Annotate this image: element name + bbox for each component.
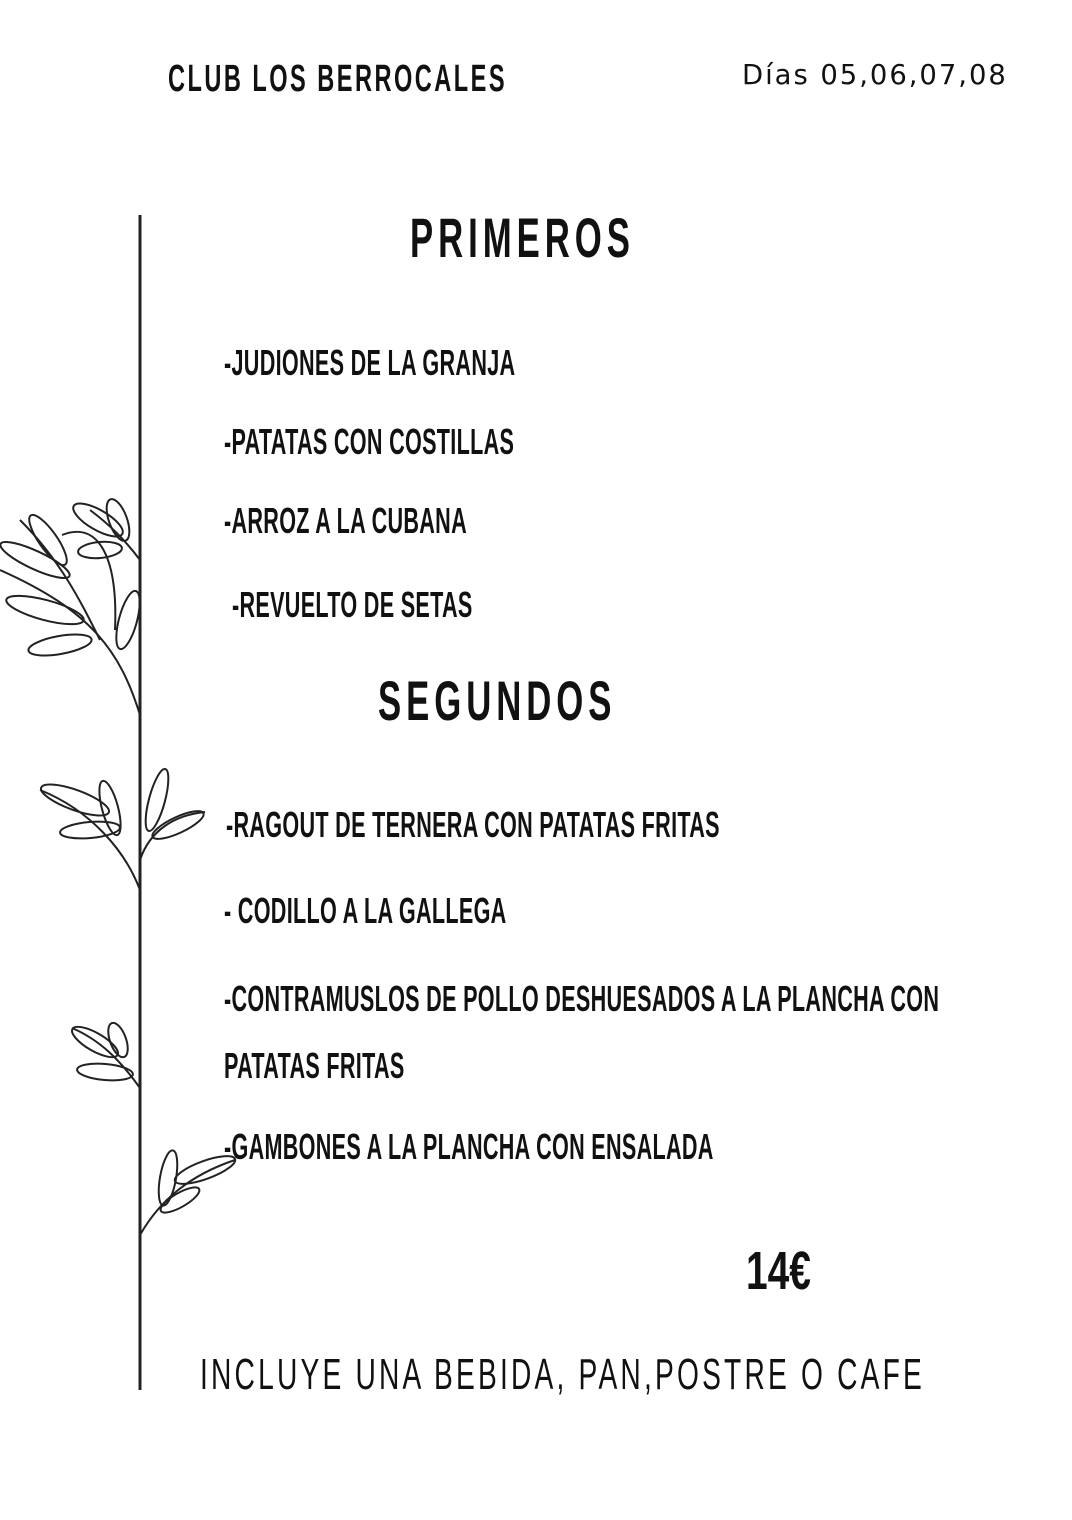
segundos-item-continued: PATATAS FRITAS [224, 1045, 405, 1086]
club-name: CLUB LOS BERROCALES [168, 58, 508, 100]
menu-days: Días 05,06,07,08 [742, 58, 1008, 91]
primeros-item: -JUDIONES DE LA GRANJA [224, 342, 516, 383]
segundos-item: - CODILLO A LA GALLEGA [224, 890, 507, 931]
segundos-title: SEGUNDOS [378, 669, 617, 732]
includes-note: INCLUYE UNA BEBIDA, PAN,POSTRE O CAFE [200, 1350, 926, 1399]
segundos-item: -RAGOUT DE TERNERA CON PATATAS FRITAS [226, 804, 720, 845]
segundos-item: -CONTRAMUSLOS DE POLLO DESHUESADOS A LA PLANCHA CON [224, 978, 940, 1019]
primeros-item: -PATATAS CON COSTILLAS [224, 421, 515, 462]
primeros-title: PRIMEROS [410, 206, 635, 269]
primeros-item: -ARROZ A LA CUBANA [224, 500, 467, 541]
segundos-item: -GAMBONES A LA PLANCHA CON ENSALADA [224, 1126, 714, 1167]
primeros-item: -REVUELTO DE SETAS [232, 584, 473, 625]
menu-price: 14€ [746, 1241, 811, 1301]
